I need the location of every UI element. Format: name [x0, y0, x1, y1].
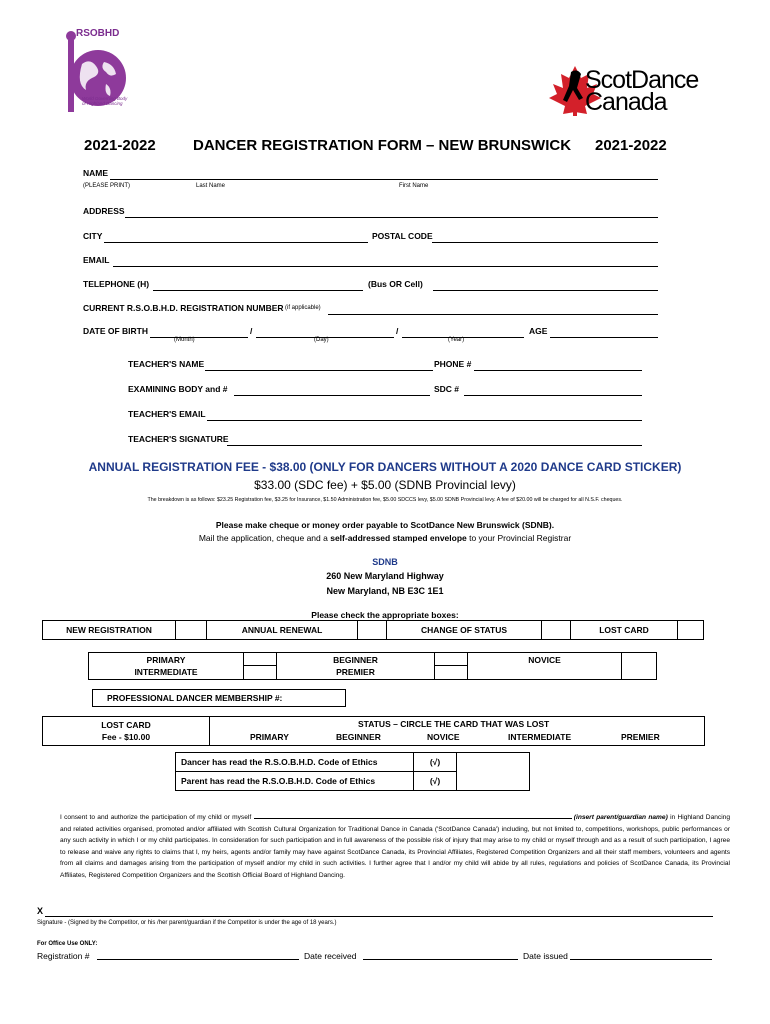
- consent-name-line[interactable]: [254, 812, 572, 819]
- rsobhd-number-label: CURRENT R.S.O.B.H.D. REGISTRATION NUMBER: [83, 303, 284, 313]
- sdc-input-line[interactable]: [464, 385, 642, 396]
- examining-body-input-line[interactable]: [234, 385, 430, 396]
- level-intermediate-checkbox[interactable]: [243, 665, 277, 680]
- signature-x: X: [37, 906, 44, 916]
- check-prompt: Please check the appropriate boxes:: [311, 610, 459, 620]
- signature-line[interactable]: [45, 906, 713, 917]
- lost-card-status-cell: [209, 716, 705, 746]
- parent-ethics-cell: [175, 771, 414, 791]
- last-name-label: Last Name: [196, 183, 226, 189]
- year-label: (Year): [448, 337, 465, 343]
- parent-ethics-check: (√): [413, 771, 457, 791]
- office-label: For Office Use ONLY:: [37, 941, 98, 947]
- level-primary-checkbox[interactable]: [243, 652, 277, 666]
- telephone-label: TELEPHONE (H): [83, 279, 150, 289]
- lost-status-primary[interactable]: PRIMARY: [250, 732, 289, 742]
- sdnb-street: 260 New Maryland Highway: [326, 571, 444, 581]
- dob-month-line[interactable]: [150, 327, 248, 338]
- city-label: CITY: [83, 231, 103, 241]
- level-beginner-premier: [276, 652, 435, 680]
- level-premier-label: PREMIER: [336, 667, 375, 677]
- new-registration-cell: NEW REGISTRATION: [42, 620, 176, 640]
- scotdance-line1: ScotDance: [585, 66, 699, 94]
- sdc-label: SDC #: [434, 384, 460, 394]
- signature-note: Signature - (Signed by the Competitor, or his /her parent/guardian if the Competitor is under the age of 18 years.): [37, 920, 337, 926]
- change-status-cell: CHANGE OF STATUS: [386, 620, 542, 640]
- lost-card-cell: LOST CARD: [570, 620, 678, 640]
- level-novice-label: NOVICE: [528, 655, 561, 665]
- teacher-signature-label: TEACHER'S SIGNATURE: [128, 434, 229, 444]
- lost-status-heading: STATUS – CIRCLE THE CARD THAT WAS LOST: [358, 719, 550, 729]
- date-issued-label: Date issued: [523, 951, 568, 961]
- month-label: (Month): [174, 337, 195, 343]
- rsobhd-tagline: World Governing Body of Highland Dancing: [82, 96, 128, 106]
- consent-body: in Highland Dancing and related activities organised, promoted and/or affiliated with Scottish Cultural Organization for Traditional Dance in Canada ('ScotDance Canada') including, but not limited to, competitions, workshops, public performances or any such activity in which I or my child participates. In consideration for such participation and in full awareness of the possible risk of injury that may arise to my child or myself through and as a result of such participation, I agree to release and waive any rights to claims that I, my heirs, agents and/or family may have against ScotDance Canada, its Provincial Affiliates, Registered Competition Organizers and all their staff members, volunteers and agents from all claims and damages arising from the participation of myself and/or my child in such activities. I further agree that I and/or my child will abide by all rules, regulations and policies of ScotDance Canada, its Provincial Affiliates, Registered Competition Organizers and the Scottish Official Board of Highland Dancing.: [60, 814, 731, 879]
- new-registration-checkbox[interactable]: [175, 620, 207, 640]
- consent-paragraph: [60, 812, 730, 882]
- date-issued-line[interactable]: [570, 949, 712, 960]
- address-input-line[interactable]: [125, 207, 658, 218]
- level-intermediate-label: INTERMEDIATE: [134, 667, 198, 677]
- name-label: NAME: [83, 168, 109, 178]
- teacher-email-input-line[interactable]: [207, 410, 642, 421]
- page-title: DANCER REGISTRATION FORM – NEW BRUNSWICK: [193, 137, 572, 154]
- scotdance-line2: Canada: [585, 88, 667, 116]
- email-label: EMAIL: [83, 255, 110, 265]
- if-applicable-label: (if applicable): [285, 305, 321, 311]
- payment-cheque: Please make cheque or money order payable to ScotDance New Brunswick (SDNB).: [215, 520, 555, 530]
- lost-status-intermediate[interactable]: INTERMEDIATE: [508, 732, 572, 742]
- fee-breakdown: The breakdown is as follows: $23.25 Registration fee, $3.25 for Insurance, $1.50 Administration fee, $5.00 SDCCS levy, $5.00 SDNB Provincial levy. A fee of $20.00 will be charged for all N.S.F. cheques.: [147, 497, 623, 503]
- date-received-label: Date received: [304, 951, 357, 961]
- dob-slash-2: /: [396, 326, 399, 336]
- teacher-phone-input-line[interactable]: [474, 360, 642, 371]
- dob-label: DATE OF BIRTH: [83, 326, 149, 336]
- fee-sub: $33.00 (SDC fee) + $5.00 (SDNB Provincial levy): [254, 478, 516, 492]
- dancer-ethics-cell: [175, 752, 414, 772]
- ethics-signature-box[interactable]: [456, 752, 530, 791]
- sdnb-city: New Maryland, NB E3C 1E1: [326, 586, 444, 596]
- scotdance-logo: [545, 60, 715, 118]
- lost-status-premier[interactable]: PREMIER: [621, 732, 660, 742]
- payment-mail-post: to your Provincial Registrar: [466, 533, 572, 543]
- telephone-input-line[interactable]: [153, 280, 363, 291]
- teacher-signature-input-line[interactable]: [227, 435, 642, 446]
- payment-mail-pre: Mail the application, cheque and a: [198, 533, 331, 543]
- teacher-name-input-line[interactable]: [205, 360, 433, 371]
- level-primary-intermediate: [88, 652, 244, 680]
- age-label: AGE: [529, 326, 548, 336]
- level-beginner-checkbox[interactable]: [434, 652, 468, 666]
- examining-body-label: EXAMINING BODY and #: [128, 384, 228, 394]
- level-novice-checkbox[interactable]: [621, 652, 657, 680]
- annual-renewal-cell: ANNUAL RENEWAL: [206, 620, 358, 640]
- lost-card-checkbox[interactable]: [677, 620, 704, 640]
- lost-card-fee-label: LOST CARD: [101, 720, 151, 730]
- date-received-line[interactable]: [363, 949, 518, 960]
- teacher-phone-label: PHONE #: [434, 359, 472, 369]
- registration-number-line[interactable]: [97, 949, 299, 960]
- rsobhd-text: RSOBHD: [76, 28, 120, 39]
- dob-slash-1: /: [250, 326, 253, 336]
- change-status-checkbox[interactable]: [541, 620, 571, 640]
- lost-status-novice[interactable]: NOVICE: [427, 732, 460, 742]
- first-name-label: First Name: [399, 183, 429, 189]
- lost-card-fee-amount: Fee - $10.00: [101, 732, 151, 742]
- please-print-label: (PLEASE PRINT): [83, 183, 131, 189]
- bus-cell-input-line[interactable]: [433, 280, 658, 291]
- professional-membership-label: PROFESSIONAL DANCER MEMBERSHIP #:: [107, 693, 283, 703]
- level-primary-label: PRIMARY: [146, 655, 186, 665]
- header-year-left: 2021-2022: [84, 137, 156, 154]
- teacher-email-label: TEACHER'S EMAIL: [128, 409, 206, 419]
- level-novice-cell: [467, 652, 622, 680]
- postal-code-label: POSTAL CODE: [372, 231, 433, 241]
- day-label: (Day): [314, 337, 329, 343]
- level-beginner-label: BEGINNER: [333, 655, 378, 665]
- age-input-line[interactable]: [550, 327, 658, 338]
- postal-code-input-line[interactable]: [432, 232, 658, 243]
- rsobhd-number-input-line[interactable]: [328, 304, 658, 315]
- annual-renewal-checkbox[interactable]: [357, 620, 387, 640]
- header-year-right: 2021-2022: [595, 137, 667, 154]
- payment-mail-bold: self-addressed stamped envelope: [330, 533, 467, 543]
- payment-mail: [40, 533, 730, 543]
- dancer-ethics-label: Dancer has read the R.S.O.B.H.D. Code of Ethics: [181, 757, 378, 767]
- consent-lead: I consent to and authorize the participation of my child or myself: [60, 814, 252, 821]
- consent-insert: (insert parent/guardian name): [573, 814, 668, 821]
- professional-membership-cell[interactable]: [92, 689, 346, 707]
- teacher-name-label: TEACHER'S NAME: [128, 359, 205, 369]
- fee-headline: ANNUAL REGISTRATION FEE - $38.00 (ONLY FOR DANCERS WITHOUT A 2020 DANCE CARD STICKER): [88, 460, 682, 474]
- lost-card-fee-cell: [42, 716, 210, 746]
- city-input-line[interactable]: [104, 232, 368, 243]
- name-input-line[interactable]: [110, 169, 658, 180]
- email-input-line[interactable]: [113, 256, 658, 267]
- bus-cell-label: (Bus OR Cell): [368, 279, 423, 289]
- sdnb-org: SDNB: [372, 557, 398, 567]
- level-premier-checkbox[interactable]: [434, 665, 468, 680]
- registration-number-label: Registration #: [37, 951, 90, 961]
- address-label: ADDRESS: [83, 206, 125, 216]
- lost-status-beginner[interactable]: BEGINNER: [336, 732, 381, 742]
- parent-ethics-label: Parent has read the R.S.O.B.H.D. Code of Ethics: [181, 776, 376, 786]
- dancer-ethics-check: (√): [413, 752, 457, 772]
